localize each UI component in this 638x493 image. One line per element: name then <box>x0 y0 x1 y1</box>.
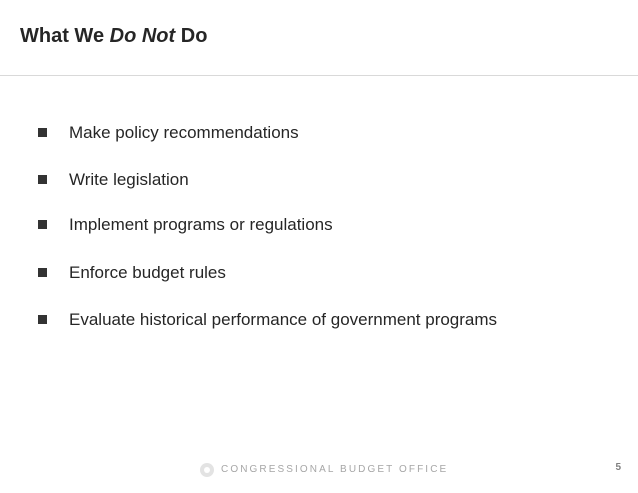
square-bullet-icon <box>38 175 47 184</box>
page-number: 5 <box>615 462 621 473</box>
square-bullet-icon <box>38 128 47 137</box>
square-bullet-icon <box>38 220 47 229</box>
slide-title <box>20 26 207 46</box>
title-emphasis: Do Not <box>109 25 176 47</box>
footer-org <box>200 463 448 477</box>
square-bullet-icon <box>38 315 47 324</box>
footer-org-name: CONGRESSIONAL BUDGET OFFICE <box>221 464 449 475</box>
square-bullet-icon <box>38 268 47 277</box>
bullet-text: Make policy recommendations <box>69 122 299 142</box>
title-prefix: What We <box>20 25 110 47</box>
bullet-text: Evaluate historical performance of government programs <box>69 309 498 329</box>
cbo-seal-icon <box>200 463 214 477</box>
bullet-item <box>38 308 497 330</box>
bullet-text: Implement programs or regulations <box>69 214 333 234</box>
bullet-item <box>38 168 189 190</box>
title-divider <box>0 75 638 76</box>
slide-footer <box>0 459 638 483</box>
bullet-item <box>38 121 299 143</box>
bullet-item <box>38 261 226 283</box>
bullet-text: Write legislation <box>69 169 189 189</box>
bullet-text: Enforce budget rules <box>69 262 226 282</box>
bullet-item <box>38 213 333 235</box>
title-suffix: Do <box>175 25 208 47</box>
